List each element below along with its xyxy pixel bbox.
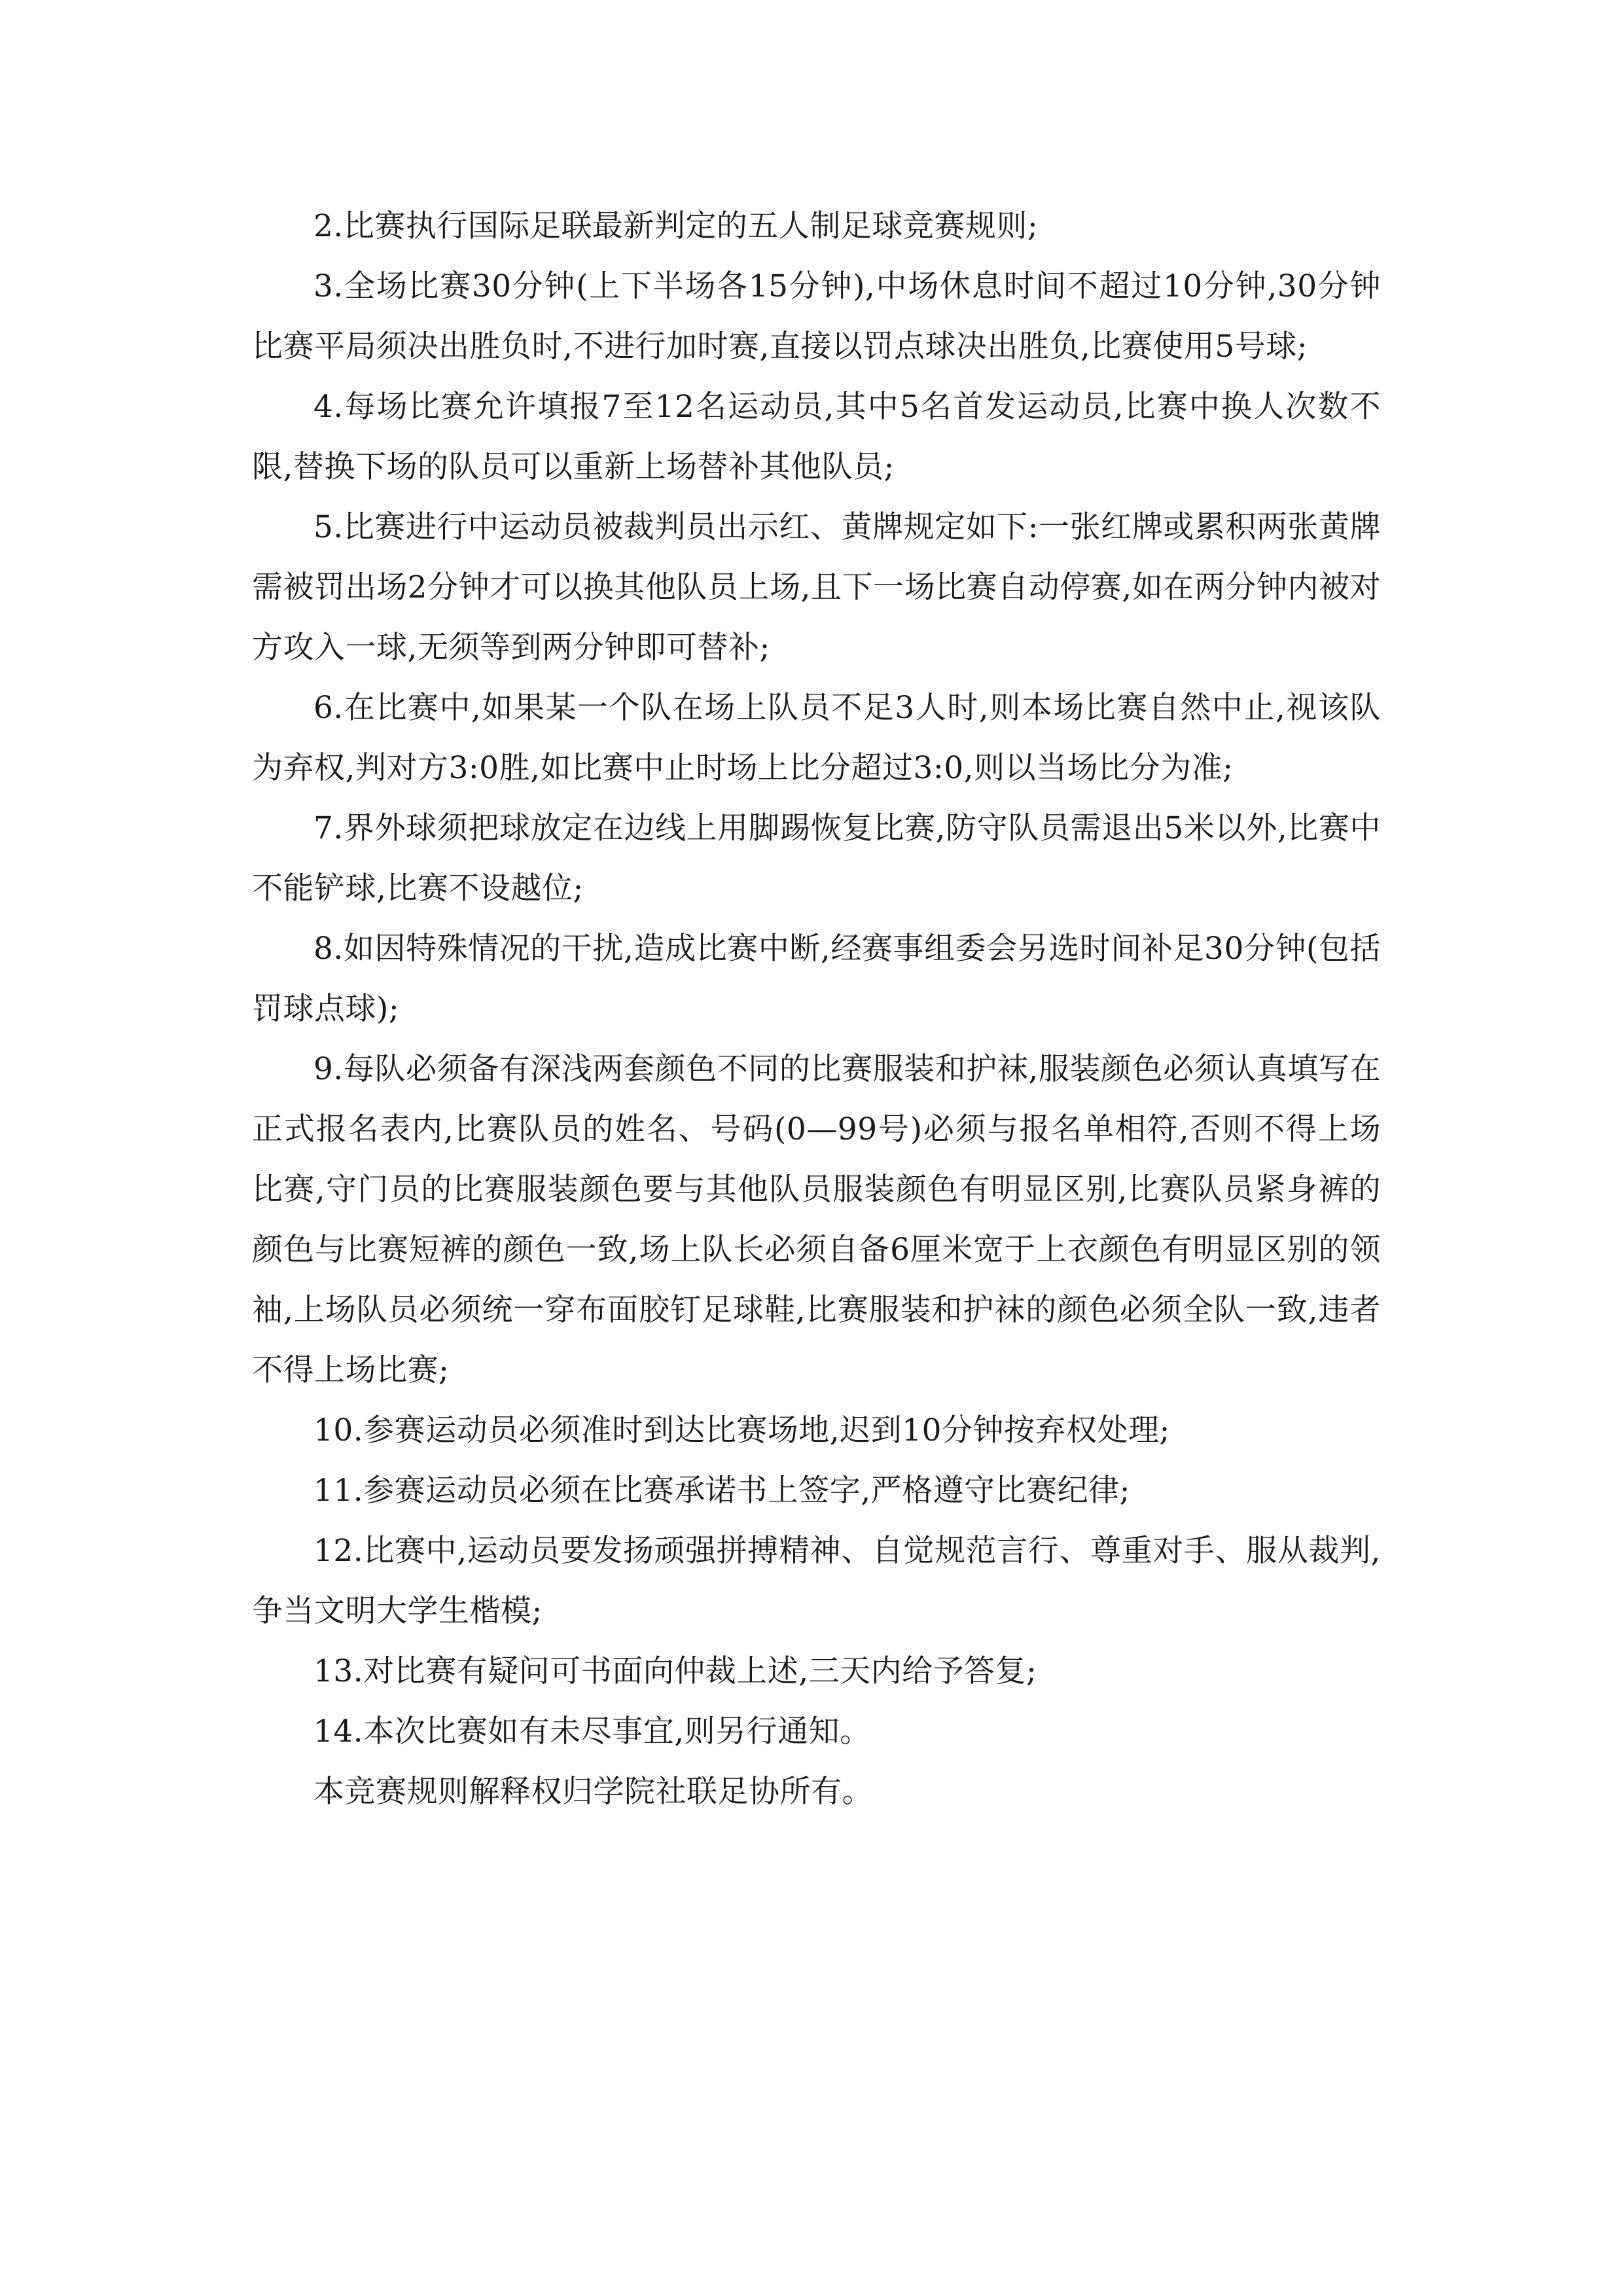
rule-paragraph-13: 13.对比赛有疑问可书面向仲裁上述,三天内给予答复;: [313, 1653, 1037, 1689]
rules-body: [252, 196, 1381, 1822]
rule-paragraph-2: 2.比赛执行国际足联最新判定的五人制足球竞赛规则;: [313, 208, 1039, 244]
rule-paragraph-3: 3.全场比赛30分钟(上下半场各15分钟),中场休息时间不超过10分钟,30分钟比赛平局须决出胜负时,不进行加时赛,直接以罚点球决出胜负,比赛使用5号球;: [252, 268, 1381, 365]
rule-paragraph-9: 9.每队必须备有深浅两套颜色不同的比赛服装和护袜,服装颜色必须认真填写在正式报名表内,比赛队员的姓名、号码(0—99号)必须与报名单相符,否则不得上场比赛,守门员的比赛服装颜色要与其他队员服装颜色有明显区别,比赛队员紧身裤的颜色与比赛短裤的颜色一致,场上队长必须自备6厘米宽于上衣颜色有明显区别的领袖,上场队员必须统一穿布面胶钉足球鞋,比赛服装和护袜的颜色必须全队一致,违者不得上场比赛;: [252, 1051, 1381, 1388]
rule-paragraph-8: 8.如因特殊情况的干扰,造成比赛中断,经赛事组委会另选时间补足30分钟(包括罚球点球);: [252, 931, 1381, 1027]
rule-paragraph-14: 14.本次比赛如有未尽事宜,则另行通知。: [313, 1713, 871, 1749]
rule-paragraph-5: 5.比赛进行中运动员被裁判员出示红、黄牌规定如下:一张红牌或累积两张黄牌需被罚出场2分钟才可以换其他队员上场,且下一场比赛自动停赛,如在两分钟内被对方攻入一球,无须等到两分钟即可替补;: [252, 509, 1381, 666]
interpretation-rights-statement: 本竞赛规则解释权归学院社联足协所有。: [313, 1774, 873, 1810]
rule-paragraph-6: 6.在比赛中,如果某一个队在场上队员不足3人时,则本场比赛自然中止,视该队为弃权,判对方3:0胜,如比赛中止时场上比分超过3:0,则以当场比分为准;: [252, 690, 1381, 786]
rule-paragraph-11: 11.参赛运动员必须在比赛承诺书上签字,严格遵守比赛纪律;: [313, 1473, 1131, 1509]
rule-paragraph-10: 10.参赛运动员必须准时到达比赛场地,迟到10分钟按弃权处理;: [313, 1412, 1170, 1448]
rule-paragraph-7: 7.界外球须把球放定在边线上用脚踢恢复比赛,防守队员需退出5米以外,比赛中不能铲球,比赛不设越位;: [252, 810, 1381, 906]
rule-paragraph-12: 12.比赛中,运动员要发扬顽强拼搏精神、自觉规范言行、尊重对手、服从裁判,争当文明大学生楷模;: [252, 1533, 1381, 1629]
rule-paragraph-4: 4.每场比赛允许填报7至12名运动员,其中5名首发运动员,比赛中换人次数不限,替换下场的队员可以重新上场替补其他队员;: [252, 389, 1381, 485]
